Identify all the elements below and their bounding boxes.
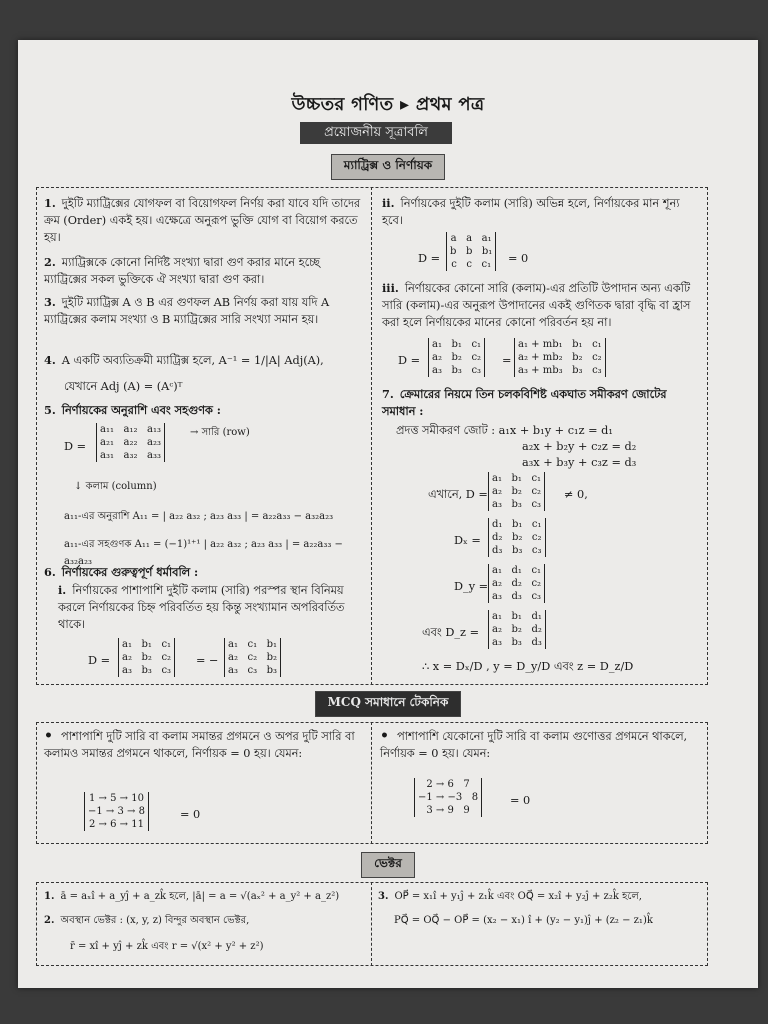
mcq-right-zero: = 0: [510, 794, 531, 807]
given-eq1: প্রদত্ত সমীকরণ জোট : a₁x + b₁y + c₁z = d₁: [396, 424, 613, 437]
dz-label: এবং D_z =: [422, 626, 480, 639]
mcq-right-text: • পাশাপাশি যেকোনো দুটি সারি বা কলাম গুণোত্তর প্রগমনে থাকলে, নির্ণায়ক = 0 হয়। যেমন:: [380, 728, 688, 760]
prop-iii-matrix-left: a₁ b₁ c₁ a₂ b₂ c₂ a₃ b₃ c₃: [428, 338, 485, 377]
item-2: 2. ম্যাট্রিক্সকে কোনো নির্দিষ্ট সংখ্যা দ্বারা গুণ করার মানে হচ্ছে ম্যাট্রিক্সের সকল ভুক্তিকে ঐ সংখ্যা দ্বারা গুণ করা।: [44, 255, 320, 286]
page-title: উচ্চতর গণিত ▸ প্রথম পত্র: [291, 94, 485, 115]
det-d-label: D =: [64, 440, 87, 453]
prop-iii-equals: =: [502, 354, 512, 367]
mcq-left-matrix: 1 → 5 → 10 −1 → 3 → 8 2 → 6 → 11: [84, 792, 149, 831]
prop-iii-d-label: D =: [398, 354, 421, 367]
minor-formula: a₁₁-এর অনুরাশি A₁₁ = | a₂₂ a₃₂ ; a₂₃ a₃₃ | = a₂₂a₃₃ − a₃₂a₂₃: [64, 511, 334, 522]
dy-label: D_y =: [454, 580, 489, 593]
item-3: 3. দুইটি ম্যাট্রিক্স A ও B এর গুণফল AB নির্ণয় করা যায় যদি A ম্যাট্রিক্সের কলাম সংখ্যা ও B ম্যাট্রিক্সের সারি সংখ্যা সমান হয়।: [44, 295, 330, 326]
item-4: 4. A একটি অব্যতিক্রমী ম্যাট্রিক্স হলে, A⁻¹ = 1/|A| Adj(A),: [44, 353, 324, 367]
given-eq3: a₃x + b₃y + c₃z = d₃: [522, 456, 637, 469]
dx-label: Dₓ =: [454, 534, 481, 547]
dz-matrix: a₁ b₁ d₁ a₂ b₂ d₂ a₃ b₃ d₃: [488, 610, 546, 649]
item-iii: iii. নির্ণায়কের কোনো সারি (কলাম)-এর প্রতিটি উপাদান অন্য একটি সারি (কলাম)-এর অনুরূপ উপাদানের একই গুণিতক দ্বারা বৃদ্ধি বা হ্রাস করা হলে নির্ণায়কের মানের কোনো পরিবর্তন হয় না।: [382, 281, 691, 329]
d-matrix: a₁ b₁ c₁ a₂ b₂ c₂ a₃ b₃ c₃: [488, 472, 545, 511]
section-vector-heading: ভেক্টর: [18, 852, 758, 878]
prop-ii-zero: = 0: [508, 252, 529, 265]
vector-item-2b: r̄ = xî + yĵ + zk̂ এবং r = √(x² + y² + z²): [70, 941, 264, 952]
item-6-i: i. নির্ণায়কের পাশাপাশি দুইটি কলাম (সারি) পরস্পর স্থান বিনিময় করলে নির্ণায়কের চিহ্ন পরিবর্তিত হয় কিন্তু সংখ্যামান অপরিবর্তিত থাকে।: [58, 583, 345, 631]
given-eq2: a₂x + b₂y + c₂z = d₂: [522, 440, 637, 453]
dy-matrix: a₁ d₁ c₁ a₂ d₂ c₂ a₃ d₃ c₃: [488, 564, 545, 603]
dx-matrix: d₁ b₁ c₁ d₂ b₂ c₂ d₃ b₃ c₃: [488, 518, 546, 557]
item-5: 5. নির্ণায়কের অনুরাশি এবং সহগুণক :: [44, 403, 221, 417]
row-label: → সারি (row): [190, 427, 250, 438]
vector-item-1: 1. ā = aₓî + a_yĵ + a_zk̂ হলে, |ā| = a = √(aₓ² + a_y² + a_z²): [44, 891, 340, 902]
prop-i-d-label: D =: [88, 654, 111, 667]
item-6: 6. নির্ণায়কের গুরুত্বপূর্ণ ধর্মাবলি :: [44, 565, 199, 579]
prop-ii-matrix: a a a₁ b b b₁ c c c₁: [446, 232, 496, 271]
prop-i-matrix-left: a₁ b₁ c₁ a₂ b₂ c₂ a₃ b₃ c₃: [118, 638, 175, 677]
item-4-adj: যেখানে Adj (A) = (Aᶜ)ᵀ: [64, 380, 183, 393]
prop-ii-d-label: D =: [418, 252, 441, 265]
prop-i-matrix-right: a₁ c₁ b₁ a₂ c₂ b₂ a₃ c₃ b₃: [224, 638, 281, 677]
vector-item-2: 2. অবস্থান ভেক্টর : (x, y, z) বিন্দুর অবস্থান ভেক্টর,: [44, 915, 250, 926]
book-page: [18, 40, 758, 988]
bleed-through-text: [278, 70, 281, 80]
section-matrix-heading: ম্যাট্রিক্স ও নির্ণায়ক: [18, 154, 758, 180]
cofactor-formula: a₁₁-এর সহগুণক A₁₁ = (−1)¹⁺¹ | a₂₂ a₃₂ ; a₂₃ a₃₃ | = a₂₂a₃₃ − a₃₂a₂₃: [64, 539, 343, 567]
vector-divider: [371, 882, 372, 966]
mcq-right-matrix: 2 → 6 7 −1 → −3 8 3 → 9 9: [414, 778, 482, 817]
prop-i-equals: = −: [196, 654, 219, 667]
cramer-solution: ∴ x = Dₓ/D , y = D_y/D এবং z = D_z/D: [422, 660, 634, 673]
formula-banner: প্রয়োজনীয় সূত্রাবলি: [300, 122, 452, 144]
vector-item-3: 3. OP⃗ = x₁î + y₁ĵ + z₁k̂ এবং OQ⃗ = x₂î + y₂ĵ + z₂k̂ হলে,: [378, 891, 642, 902]
mcq-left-zero: = 0: [180, 808, 201, 821]
prop-iii-matrix-right: a₁ + mb₁ b₁ c₁ a₂ + mb₂ b₂ c₂ a₃ + mb₃ b₃ c₃: [514, 338, 606, 377]
d-nonzero: ≠ 0,: [564, 488, 588, 501]
mcq-left-text: • পাশাপাশি দুটি সারি বা কলাম সমান্তর প্রগমনে ও অপর দুটি সারি বা কলামও সমান্তর প্রগমনে থাকলে, নির্ণায়ক = 0 হয়। যেমন:: [44, 728, 355, 760]
item-7: 7. ক্রেমারের নিয়মে তিন চলকবিশিষ্ট একঘাত সমীকরণ জোটের সমাধান :: [382, 387, 667, 418]
item-ii: ii. নির্ণায়কের দুইটি কলাম (সারি) অভিন্ন হলে, নির্ণায়কের মান শূন্য হবে।: [382, 196, 680, 227]
vector-item-3b: PQ⃗ = OQ⃗ − OP⃗ = (x₂ − x₁) î + (y₂ − y₁)ĵ + (z₂ − z₁)k̂: [394, 915, 653, 926]
d-here-label: এখানে, D =: [428, 488, 488, 501]
item-1: 1. দুইটি ম্যাট্রিক্সের যোগফল বা বিয়োগফল নির্ণয় করা যাবে যদি তাদের ক্রম (Order) একই হয়। এক্ষেত্রে অনুরূপ ভুক্তি যোগ বা বিয়োগ করতে হয়।: [44, 196, 361, 244]
column-divider: [371, 187, 372, 685]
mcq-divider: [371, 722, 372, 844]
column-label: ↓ কলাম (column): [74, 481, 157, 492]
section-mcq-heading: MCQ সমাধানে টেকনিক: [18, 691, 758, 717]
det-3x3-matrix: a₁₁ a₁₂ a₁₃ a₂₁ a₂₂ a₂₃ a₃₁ a₃₂ a₃₃: [96, 423, 165, 462]
